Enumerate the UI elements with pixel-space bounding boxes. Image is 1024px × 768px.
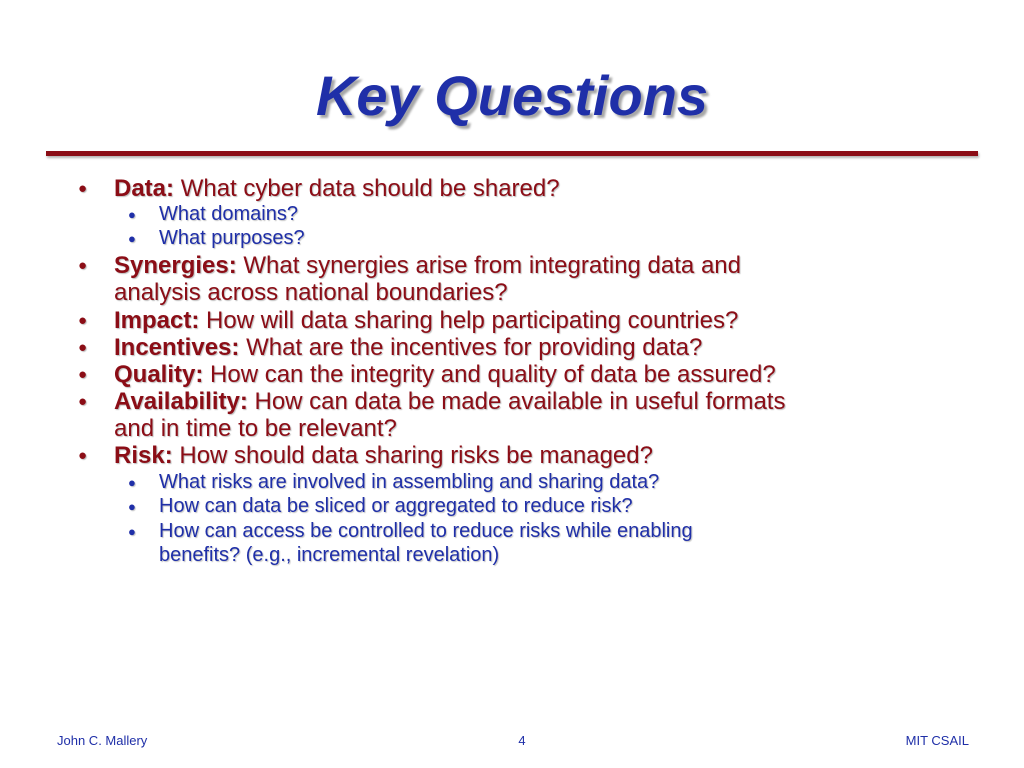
bullet-text: How can data be made available in useful formats — [254, 388, 786, 415]
bullet-key: Quality: — [114, 361, 204, 388]
bullet-key: Availability: — [114, 388, 248, 415]
footer-page-number: 4 — [518, 733, 526, 748]
bullet-icon: ● — [78, 257, 88, 274]
bullet-icon: ● — [78, 180, 88, 197]
bullet-icon: ● — [128, 207, 136, 222]
bullet-icon: ● — [78, 393, 88, 410]
footer-author: John C. Mallery — [57, 733, 148, 748]
bullet-icon: ● — [78, 447, 88, 464]
sub-bullet-text-continued: benefits? (e.g., incremental revelation) — [159, 544, 500, 566]
title-divider — [46, 151, 978, 156]
bullet-icon: ● — [78, 312, 88, 329]
bullet-icon: ● — [78, 339, 88, 356]
bullet-icon: ● — [128, 231, 136, 246]
sub-bullet-text: How can data be sliced or aggregated to reduce risk? — [159, 495, 633, 517]
bullet-icon: ● — [78, 366, 88, 383]
bullet-key: Incentives: — [114, 334, 240, 361]
bullet-icon: ● — [128, 524, 136, 539]
sub-bullet-text: What domains? — [159, 203, 298, 225]
bullet-text-continued: analysis across national boundaries? — [114, 279, 508, 306]
bullet-key: Data: — [114, 175, 175, 202]
sub-bullet-text: What risks are involved in assembling and sharing data? — [159, 471, 660, 493]
bullet-icon: ● — [128, 499, 136, 514]
bullet-text: How can the integrity and quality of data be assured? — [210, 361, 776, 388]
sub-bullet-text: How can access be controlled to reduce risks while enabling — [159, 520, 693, 542]
bullet-icon: ● — [128, 475, 136, 490]
bullet-key: Impact: — [114, 307, 200, 334]
bullet-text: How should data sharing risks be managed? — [179, 442, 653, 469]
bullet-key: Risk: — [114, 442, 173, 469]
sub-bullet-text: What purposes? — [159, 227, 305, 249]
bullet-text-continued: and in time to be relevant? — [114, 415, 397, 442]
bullet-text: How will data sharing help participating countries? — [206, 307, 739, 334]
bullet-text: What synergies arise from integrating data and — [243, 252, 741, 279]
slide-title: Key Questions — [315, 64, 709, 127]
bullet-key: Synergies: — [114, 252, 237, 279]
bullet-text: What are the incentives for providing data? — [246, 334, 703, 361]
bullet-text: What cyber data should be shared? — [180, 175, 560, 202]
footer-organization: MIT CSAIL — [905, 733, 969, 748]
